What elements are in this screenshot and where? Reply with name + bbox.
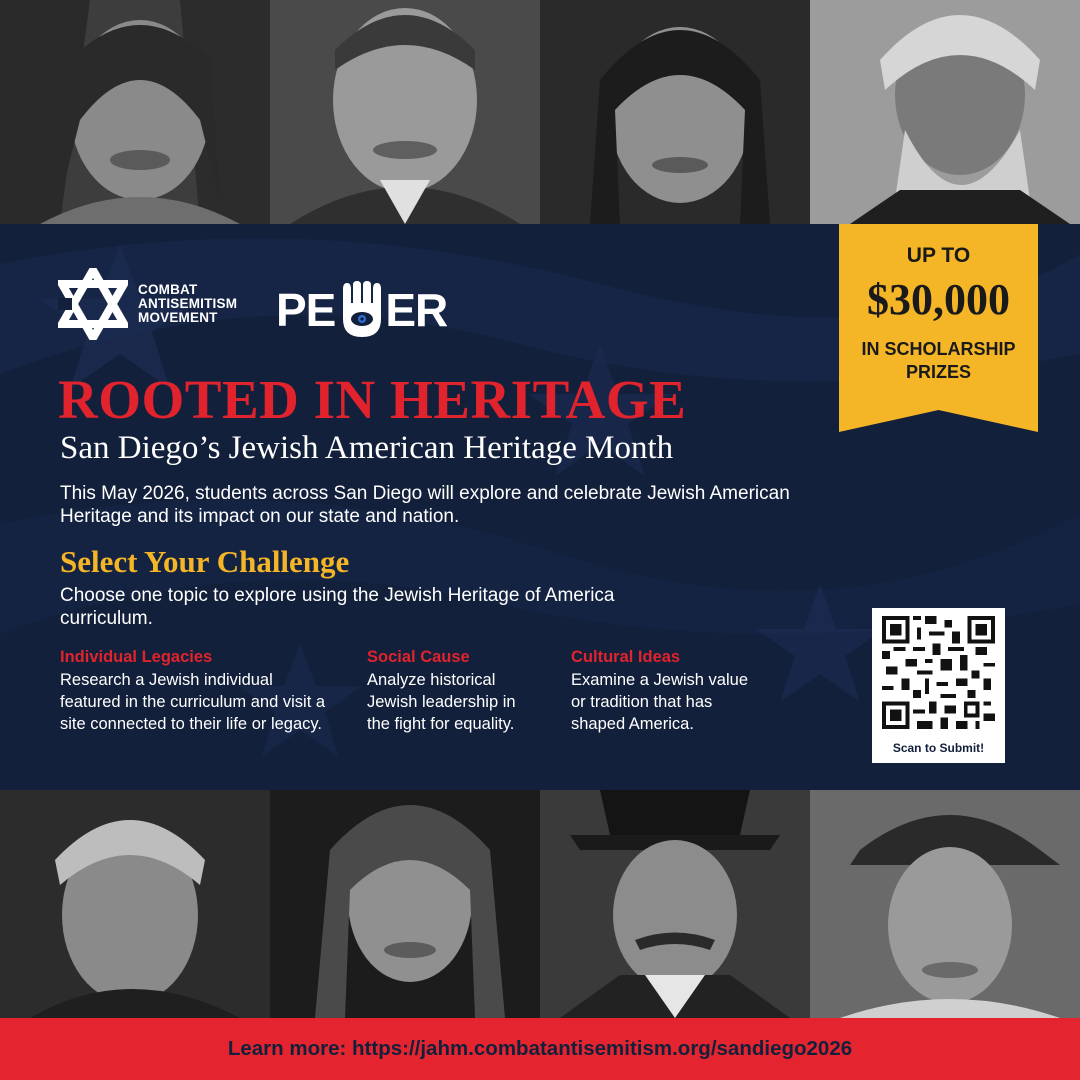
challenge-option-social-cause bbox=[367, 648, 537, 735]
prize-label: UP TO bbox=[906, 244, 971, 267]
hamsa-icon bbox=[335, 281, 385, 339]
challenge-option-body: Research a Jewish individual featured in the curriculum and visit a site connected to their life or legacy. bbox=[60, 671, 326, 733]
challenge-option-individual-legacies bbox=[60, 648, 335, 735]
top-photo-row bbox=[0, 0, 1080, 224]
portrait-photo bbox=[0, 0, 270, 224]
logo-line: COMBAT bbox=[138, 282, 198, 297]
qr-code-icon[interactable] bbox=[882, 616, 995, 729]
prize-caption bbox=[839, 338, 1038, 384]
logo-wordmark bbox=[138, 283, 237, 325]
scholarship-ribbon bbox=[839, 224, 1038, 432]
portrait-photo bbox=[270, 790, 540, 1018]
challenge-option-title: Cultural Ideas bbox=[571, 648, 681, 666]
learn-more-link[interactable]: Learn more: https://jahm.combatantisemitism.org/sandiego2026 bbox=[227, 1037, 853, 1060]
portrait-photo bbox=[270, 0, 540, 224]
challenge-option-body: Examine a Jewish value or tradition that has shaped America. bbox=[571, 671, 749, 733]
portrait-photo bbox=[540, 790, 810, 1018]
portrait-photo bbox=[810, 790, 1080, 1018]
page-title: ROOTED IN HERITAGE bbox=[58, 369, 687, 430]
challenge-option-title: Social Cause bbox=[367, 648, 470, 666]
portrait-photo bbox=[540, 0, 810, 224]
portrait-photo bbox=[0, 790, 270, 1018]
bottom-photo-row bbox=[0, 790, 1080, 1018]
qr-caption: Scan to Submit! bbox=[892, 741, 985, 755]
prize-caption-line: IN SCHOLARSHIP bbox=[861, 339, 1016, 359]
footer-bar bbox=[0, 1018, 1080, 1080]
challenge-option-title: Individual Legacies bbox=[60, 648, 213, 666]
star-of-david-icon bbox=[58, 268, 128, 340]
prize-caption-line: PRIZES bbox=[905, 362, 971, 382]
intro-text: This May 2026, students across San Diego will explore and celebrate Jewish American Heritage and its impact on our state and nation. bbox=[60, 483, 790, 527]
peer-logo-right: ER bbox=[385, 284, 448, 336]
logo-line: MOVEMENT bbox=[138, 310, 218, 325]
prize-amount: $30,000 bbox=[867, 275, 1010, 324]
logo-line: ANTISEMITISM bbox=[138, 296, 238, 311]
combat-antisemitism-logo bbox=[58, 268, 237, 340]
peer-logo bbox=[276, 282, 447, 338]
qr-code-card[interactable] bbox=[872, 608, 1005, 763]
portrait-photo bbox=[810, 0, 1080, 224]
challenge-heading: Select Your Challenge bbox=[60, 544, 350, 579]
challenge-option-cultural-ideas bbox=[571, 648, 751, 735]
peer-logo-left: PE bbox=[276, 284, 336, 336]
page-subtitle: San Diego’s Jewish American Heritage Month bbox=[60, 430, 674, 466]
challenge-option-body: Analyze historical Jewish leadership in the fight for equality. bbox=[367, 671, 516, 733]
challenge-description: Choose one topic to explore using the Jewish Heritage of America curriculum. bbox=[60, 585, 615, 629]
